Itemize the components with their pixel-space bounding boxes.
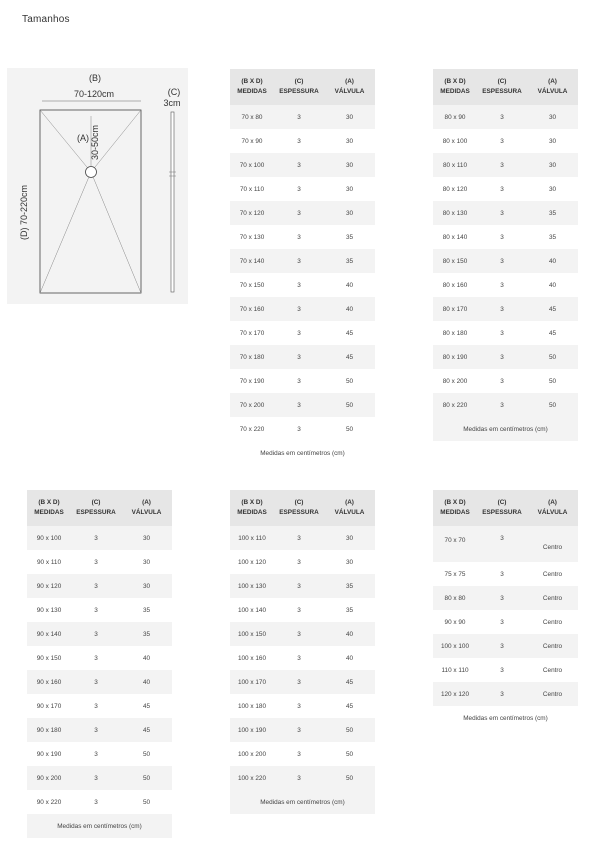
cell-measures: 90 x 100 [36,534,62,542]
cell-valve: 50 [142,798,151,806]
cell-measures: 90 x 170 [36,702,62,710]
table-row [230,129,375,153]
cell-thickness: 3 [94,726,98,734]
table-row [230,153,375,177]
table-row [230,718,375,742]
header-thickness: ESPESSURA [482,88,522,95]
cell-valve: 35 [142,606,151,614]
cell-measures: 80 x 120 [442,185,468,193]
table-row [433,201,578,225]
table-header [433,69,578,105]
cell-thickness: 3 [94,774,98,782]
header-valve-code: (A) [548,78,557,85]
label-d: (D) 70-220cm [19,184,29,240]
cell-measures: 80 x 150 [442,257,468,265]
table-row [433,586,578,610]
cell-thickness: 3 [500,401,504,409]
table-row [230,574,375,598]
table-row [433,610,578,634]
cell-valve: 35 [345,233,354,241]
cell-thickness: 3 [500,137,504,145]
cell-valve: Centro [542,570,563,578]
cell-measures: 80 x 220 [442,401,468,409]
table-row [230,526,375,550]
cell-valve: 35 [548,209,557,217]
cell-valve: 30 [142,558,151,566]
cell-measures: 80 x 90 [444,113,466,121]
table-row [27,670,172,694]
cell-thickness: 3 [297,534,301,542]
cell-measures: 90 x 150 [36,654,62,662]
table-row [433,249,578,273]
cell-measures: 80 x 170 [442,305,468,313]
cell-thickness: 3 [297,558,301,566]
cell-measures: 80 x 180 [442,329,468,337]
table-header [433,490,578,526]
header-thickness: ESPESSURA [482,509,522,516]
cell-measures: 100 x 160 [237,654,267,662]
table-footnote: Medidas em centímetros (cm) [230,790,375,814]
table-body [230,105,375,441]
cell-measures: 100 x 220 [237,774,267,782]
table-row [433,658,578,682]
cell-thickness: 3 [500,209,504,217]
size-table-100 [230,490,375,814]
cell-measures: 100 x 100 [440,642,470,650]
cell-thickness: 3 [500,690,504,698]
table-row [27,526,172,550]
cell-thickness: 3 [94,630,98,638]
table-row [230,249,375,273]
cell-thickness: 3 [297,726,301,734]
cell-valve: 35 [345,582,354,590]
cell-valve: 40 [142,654,151,662]
cell-thickness: 3 [500,257,504,265]
table-row [230,225,375,249]
shower-tray-diagram [7,68,188,304]
cell-thickness: 3 [297,678,301,686]
cell-valve: 50 [345,774,354,782]
table-row [27,718,172,742]
dimension-drawing [7,68,188,304]
cell-valve: Centro [542,642,563,650]
cell-valve: 45 [345,353,354,361]
cell-thickness: 3 [297,161,301,169]
header-measures-code: (B X D) [444,499,466,506]
cell-measures: 90 x 140 [36,630,62,638]
table-row [433,105,578,129]
table-header [27,490,172,526]
cell-valve: 45 [548,305,557,313]
cell-thickness: 3 [500,535,504,542]
cell-measures: 80 x 110 [442,161,468,169]
table-row [433,153,578,177]
header-measures: MEDIDAS [237,88,267,95]
header-measures-code: (B X D) [241,78,263,85]
cell-measures: 70 x 140 [239,257,265,265]
table-row [433,634,578,658]
cell-valve: 30 [345,209,354,217]
table-row [27,766,172,790]
header-thickness: ESPESSURA [76,509,116,516]
cell-valve: 50 [345,726,354,734]
cell-valve: 30 [345,137,354,145]
cell-valve: 45 [142,726,151,734]
cell-valve: 40 [345,281,354,289]
cell-thickness: 3 [500,305,504,313]
header-thickness-code: (C) [497,78,507,85]
header-thickness: ESPESSURA [279,88,319,95]
table-row [433,345,578,369]
table-row [230,177,375,201]
cell-valve: 30 [345,161,354,169]
table-row [433,129,578,153]
header-measures-code: (B X D) [444,78,466,85]
cell-thickness: 3 [297,233,301,241]
cell-valve: 40 [548,281,557,289]
table-body [230,526,375,790]
cell-measures: 70 x 110 [239,185,265,193]
cell-valve: 50 [345,401,354,409]
cell-measures: 70 x 200 [239,401,265,409]
header-valve: VÁLVULA [334,88,365,95]
cell-thickness: 3 [297,329,301,337]
table-body [433,526,578,706]
cell-valve: Centro [542,690,563,698]
header-measures-code: (B X D) [241,499,263,506]
table-row [27,742,172,766]
cell-valve: Centro [542,666,563,674]
cell-valve: 40 [142,678,151,686]
cell-measures: 70 x 160 [239,305,265,313]
label-a-range: 30-50cm [90,124,100,160]
label-c-value: 3cm [163,98,181,108]
cell-thickness: 3 [500,161,504,169]
header-thickness-code: (C) [91,499,101,506]
slope-line-bottom-left [40,172,91,293]
cell-measures: 75 x 75 [444,570,466,578]
table-row [230,766,375,790]
cell-valve: 30 [548,113,557,121]
table-row [230,417,375,441]
tray-side-profile [171,112,174,292]
label-b: (B) [89,73,101,83]
cell-thickness: 3 [297,377,301,385]
cell-thickness: 3 [297,774,301,782]
cell-thickness: 3 [297,750,301,758]
table-row [230,550,375,574]
size-table-80 [433,69,578,441]
cell-thickness: 3 [297,353,301,361]
cell-thickness: 3 [94,702,98,710]
cell-valve: 45 [142,702,151,710]
cell-measures: 90 x 160 [36,678,62,686]
cell-measures: 70 x 170 [239,329,265,337]
header-measures: MEDIDAS [440,509,470,516]
cell-measures: 90 x 180 [36,726,62,734]
cell-valve: 30 [345,534,354,542]
cell-valve: 30 [345,558,354,566]
cell-valve: 45 [345,329,354,337]
cell-thickness: 3 [297,137,301,145]
table-row [27,598,172,622]
table-row [433,177,578,201]
cell-thickness: 3 [94,606,98,614]
cell-valve: 50 [548,353,557,361]
table-row [230,622,375,646]
cell-thickness: 3 [500,594,504,602]
cell-measures: 70 x 100 [239,161,265,169]
table-row [230,393,375,417]
cell-thickness: 3 [94,750,98,758]
table-footnote: Medidas em centímetros (cm) [230,441,375,465]
cell-measures: 100 x 200 [237,750,267,758]
table-header [230,490,375,526]
header-measures: MEDIDAS [34,509,64,516]
table-row [230,273,375,297]
cell-measures: 70 x 90 [241,137,263,145]
cell-valve: 50 [345,425,354,433]
header-measures-code: (B X D) [38,499,60,506]
table-row [433,369,578,393]
header-valve: VÁLVULA [537,509,568,516]
header-valve: VÁLVULA [131,509,162,516]
size-table-square [433,490,578,730]
cell-valve: 30 [548,137,557,145]
table-row [230,369,375,393]
cell-valve: 50 [142,750,151,758]
cell-thickness: 3 [500,185,504,193]
cell-thickness: 3 [297,654,301,662]
cell-thickness: 3 [94,558,98,566]
table-row [230,201,375,225]
table-row [433,393,578,417]
cell-measures: 100 x 120 [237,558,267,566]
cell-valve: 40 [345,654,354,662]
size-table-70 [230,69,375,465]
cell-measures: 70 x 120 [239,209,265,217]
cell-measures: 100 x 140 [237,606,267,614]
table-row [230,321,375,345]
cell-thickness: 3 [500,281,504,289]
cell-measures: 80 x 190 [442,353,468,361]
cell-thickness: 3 [94,534,98,542]
cell-measures: 70 x 220 [239,425,265,433]
cell-measures: 90 x 120 [36,582,62,590]
cell-measures: 80 x 140 [442,233,468,241]
cell-measures: 120 x 120 [440,690,470,698]
cell-measures: 70 x 130 [239,233,265,241]
table-footnote: Medidas em centímetros (cm) [433,417,578,441]
cell-valve: 45 [345,702,354,710]
drain-valve-icon [86,167,97,178]
table-row [433,682,578,706]
cell-measures: 90 x 200 [36,774,62,782]
cell-valve: 45 [345,678,354,686]
cell-thickness: 3 [297,401,301,409]
table-row [230,105,375,129]
table-row [27,790,172,814]
cell-valve: 35 [142,630,151,638]
cell-valve: 50 [142,774,151,782]
page-title: Tamanhos [22,14,70,25]
cell-valve: 30 [345,185,354,193]
table-row [27,694,172,718]
cell-thickness: 3 [297,113,301,121]
cell-thickness: 3 [500,113,504,121]
cell-measures: 70 x 150 [239,281,265,289]
cell-thickness: 3 [297,209,301,217]
cell-thickness: 3 [297,305,301,313]
header-thickness: ESPESSURA [279,509,319,516]
label-a: (A) [77,133,89,143]
cell-measures: 90 x 110 [36,558,62,566]
cell-measures: 70 x 180 [239,353,265,361]
table-row [230,694,375,718]
table-row [230,670,375,694]
table-footnote: Medidas em centímetros (cm) [433,706,578,730]
table-row [230,742,375,766]
cell-measures: 100 x 180 [237,702,267,710]
header-thickness-code: (C) [294,78,304,85]
label-b-range: 70-120cm [73,89,115,99]
cell-valve: 35 [548,233,557,241]
header-valve-code: (A) [345,499,354,506]
table-row [230,345,375,369]
cell-valve: 35 [345,606,354,614]
cell-valve: 40 [548,257,557,265]
cell-thickness: 3 [500,570,504,578]
cell-valve: 50 [548,377,557,385]
table-body [27,526,172,814]
cell-thickness: 3 [500,329,504,337]
header-measures: MEDIDAS [440,88,470,95]
cell-thickness: 3 [297,185,301,193]
cell-thickness: 3 [500,233,504,241]
table-row [27,574,172,598]
table-row [433,526,578,562]
table-row [230,598,375,622]
cell-measures: 110 x 110 [441,666,469,674]
cell-measures: 90 x 220 [36,798,62,806]
cell-thickness: 3 [297,257,301,265]
cell-thickness: 3 [94,798,98,806]
cell-measures: 70 x 80 [241,113,263,121]
cell-measures: 70 x 70 [444,537,466,544]
cell-valve: 30 [142,582,151,590]
cell-thickness: 3 [500,353,504,361]
size-table-90 [27,490,172,838]
cell-thickness: 3 [297,425,301,433]
header-thickness-code: (C) [497,499,507,506]
cell-thickness: 3 [94,582,98,590]
cell-thickness: 3 [297,582,301,590]
cell-valve: 35 [345,257,354,265]
cell-measures: 70 x 190 [239,377,265,385]
cell-measures: 100 x 130 [237,582,267,590]
table-footnote: Medidas em centímetros (cm) [27,814,172,838]
table-row [433,297,578,321]
cell-thickness: 3 [94,654,98,662]
cell-valve: Centro [542,618,563,626]
cell-valve: Centro [542,594,563,602]
header-valve-code: (A) [142,499,151,506]
cell-valve: Centro [542,544,563,551]
cell-valve: 40 [345,305,354,313]
cell-valve: 30 [548,161,557,169]
cell-valve: 45 [548,329,557,337]
slope-line-bottom-right [91,172,141,293]
header-valve-code: (A) [345,78,354,85]
table-row [27,646,172,670]
cell-measures: 100 x 150 [237,630,267,638]
cell-measures: 90 x 190 [36,750,62,758]
cell-measures: 80 x 160 [442,281,468,289]
cell-thickness: 3 [500,642,504,650]
cell-thickness: 3 [297,702,301,710]
cell-thickness: 3 [297,630,301,638]
table-header [230,69,375,105]
cell-measures: 100 x 170 [237,678,267,686]
cell-measures: 80 x 80 [444,594,466,602]
table-row [433,273,578,297]
cell-valve: 30 [345,113,354,121]
cell-thickness: 3 [297,281,301,289]
table-row [433,562,578,586]
cell-thickness: 3 [500,377,504,385]
table-row [433,225,578,249]
label-c: (C) [167,87,181,97]
cell-valve: 50 [548,401,557,409]
header-valve: VÁLVULA [334,509,365,516]
header-thickness-code: (C) [294,499,304,506]
header-valve: VÁLVULA [537,88,568,95]
table-row [27,622,172,646]
table-row [230,646,375,670]
cell-measures: 90 x 90 [444,618,466,626]
cell-measures: 90 x 130 [36,606,62,614]
cell-thickness: 3 [94,678,98,686]
table-row [433,321,578,345]
cell-measures: 80 x 100 [442,137,468,145]
header-valve-code: (A) [548,499,557,506]
table-body [433,105,578,417]
cell-valve: 50 [345,377,354,385]
cell-valve: 30 [142,534,151,542]
header-measures: MEDIDAS [237,509,267,516]
cell-measures: 100 x 190 [237,726,267,734]
cell-valve: 50 [345,750,354,758]
cell-valve: 40 [345,630,354,638]
cell-thickness: 3 [297,606,301,614]
cell-measures: 80 x 130 [442,209,468,217]
cell-thickness: 3 [500,618,504,626]
cell-measures: 80 x 200 [442,377,468,385]
table-row [27,550,172,574]
cell-measures: 100 x 110 [238,534,266,542]
cell-valve: 30 [548,185,557,193]
table-row [230,297,375,321]
cell-thickness: 3 [500,666,504,674]
